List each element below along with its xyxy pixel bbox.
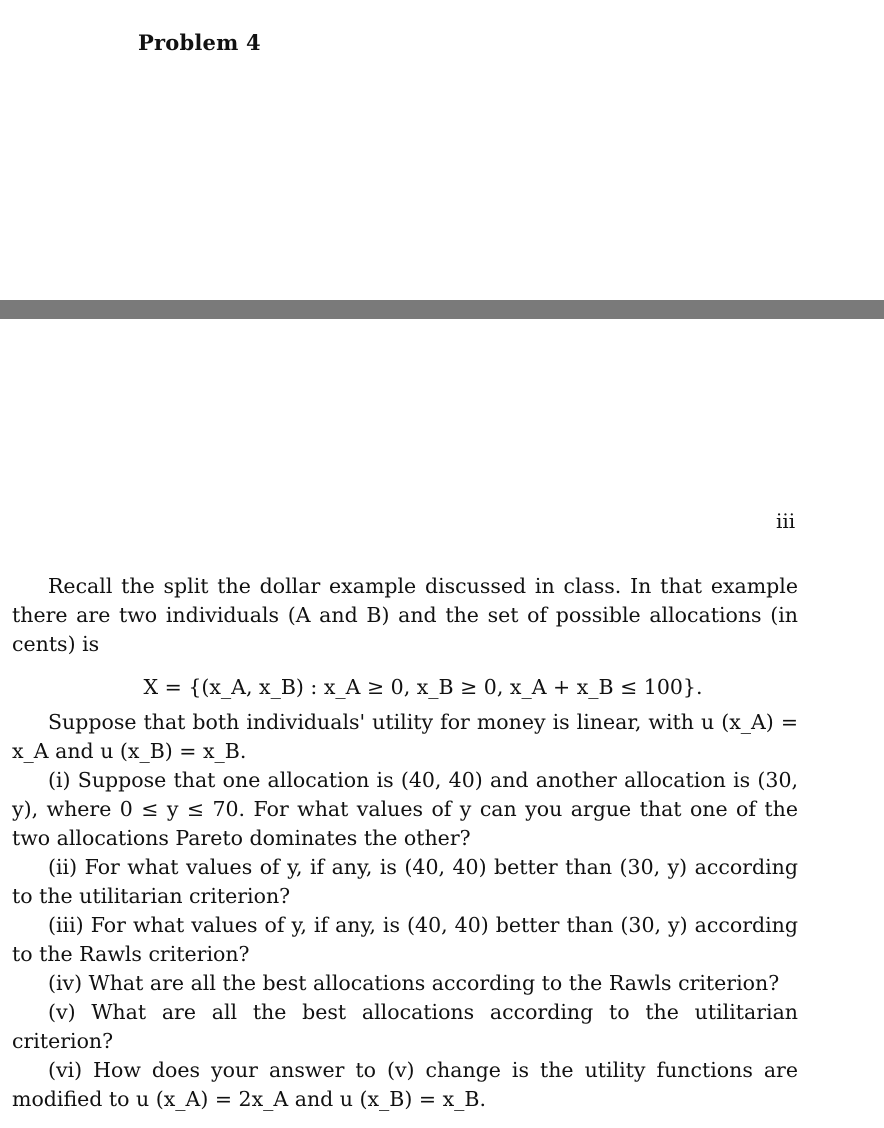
problem-title: Problem 4 <box>138 30 261 55</box>
question-iii: (iii) For what values of y, if any, is (40, 40) better than (30, y) according to the Rawls criterion? <box>12 913 798 966</box>
problem-body <box>12 572 798 1114</box>
utility-paragraph: Suppose that both individuals' utility for money is linear, with u (x_A) = x_A and u (x_B) = x_B. <box>12 710 798 763</box>
page-divider <box>0 300 884 319</box>
question-ii: (ii) For what values of y, if any, is (40, 40) better than (30, y) according to the utilitarian criterion? <box>12 855 798 908</box>
allocation-set-equation: X = {(x_A, x_B) : x_A ≥ 0, x_B ≥ 0, x_A + x_B ≤ 100}. <box>143 675 703 699</box>
intro-paragraph: Recall the split the dollar example discussed in class. In that example there are two individuals (A and B) and the set of possible allocations (in cents) is <box>12 574 798 656</box>
question-v: (v) What are all the best allocations according to the utilitarian criterion? <box>12 1000 798 1053</box>
question-iv: (iv) What are all the best allocations according to the Rawls criterion? <box>48 971 780 995</box>
page-number: iii <box>776 509 796 533</box>
question-i: (i) Suppose that one allocation is (40, 40) and another allocation is (30, y), where 0 ≤ y ≤ 70. For what values of y can you argue that one of the two allocations Pareto dominates the other? <box>12 768 798 850</box>
question-vi: (vi) How does your answer to (v) change is the utility functions are modified to u (x_A) = 2x_A and u (x_B) = x_B. <box>12 1058 798 1111</box>
